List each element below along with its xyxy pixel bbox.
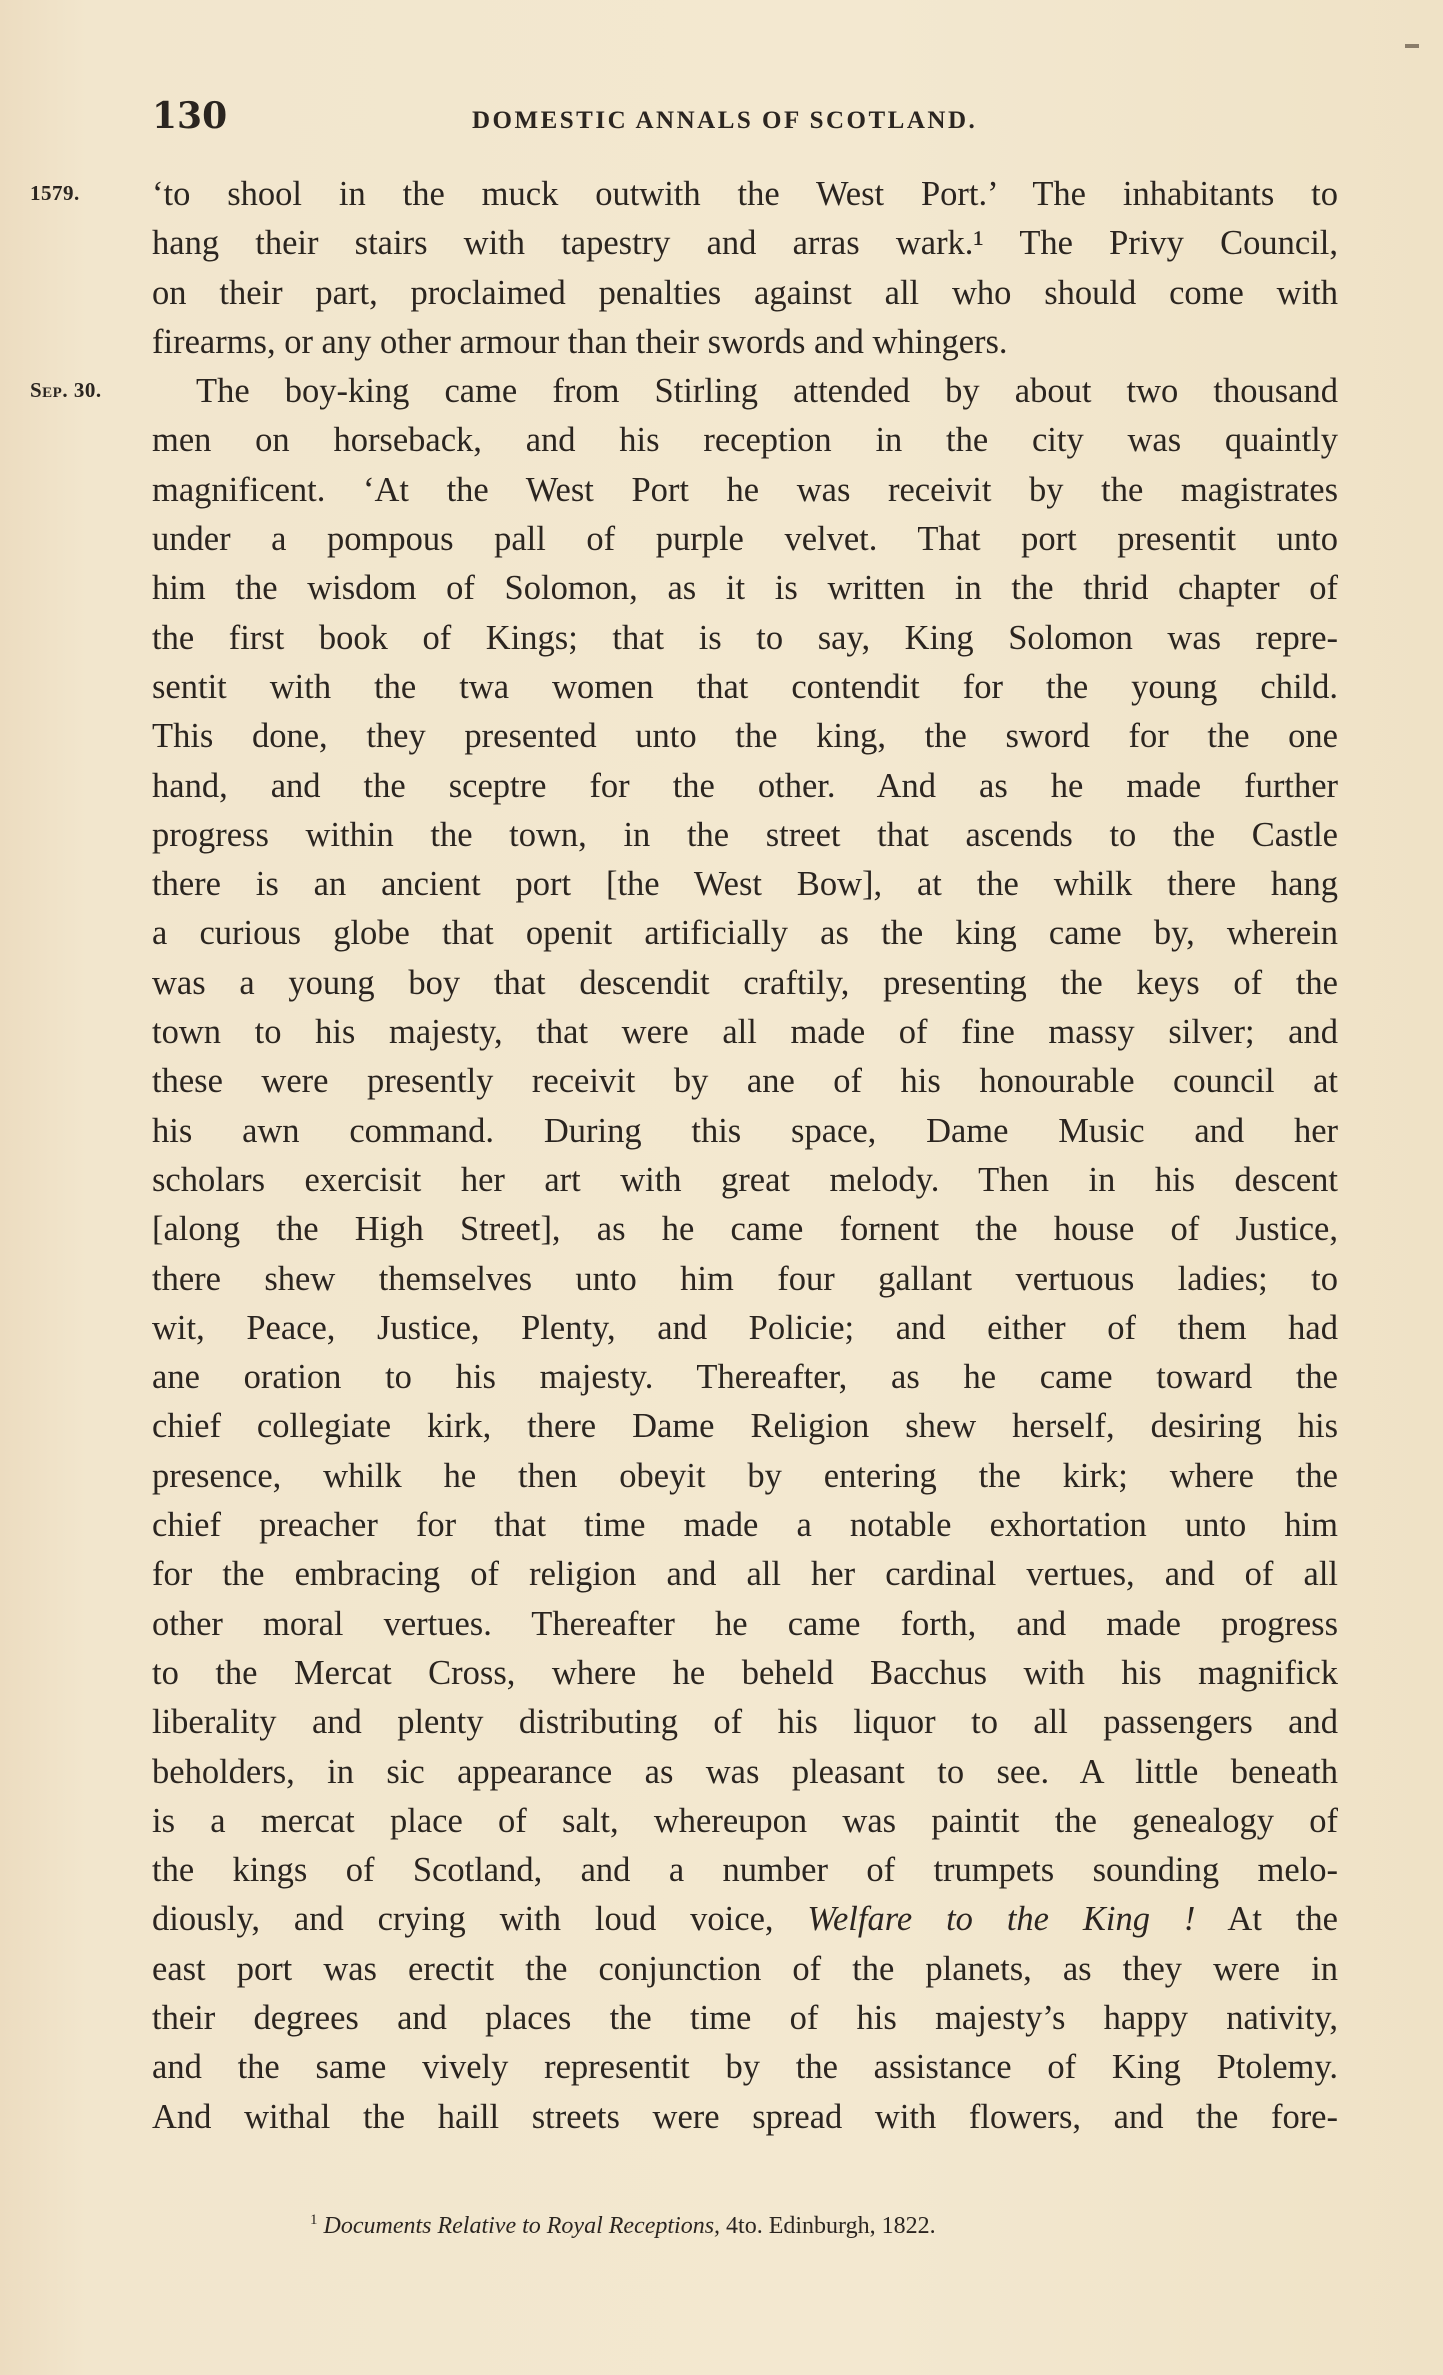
text-line: liberality and plenty distributing of his liquor to all passengers and [152, 1703, 1338, 1742]
text-line: And withal the haill streets were spread with flowers, and the fore- [152, 2097, 1338, 2136]
text-line: chief preacher for that time made a notable exhortation unto him [152, 1506, 1338, 1545]
italic-phrase: Welfare to the King ! [807, 1900, 1196, 1939]
scan-mark [1405, 44, 1419, 48]
footnote-rest: 4to. Edinburgh, 1822. [720, 2213, 936, 2239]
footnote-mark: 1 [310, 2212, 318, 2228]
text-line: these were presently receivit by ane of his honourable council at [152, 1062, 1338, 1101]
text-line: town to his majesty, that were all made of fine massy silver; and [152, 1013, 1338, 1052]
margin-note-date: Sep. 30. [30, 378, 102, 402]
text-segment: At the [1195, 1900, 1338, 1939]
page-number: 130 [152, 95, 228, 137]
body-text [152, 170, 1338, 2142]
text-line: to the Mercat Cross, where he beheld Bacchus with his magnifick [152, 1653, 1338, 1692]
text-line: his awn command. During this space, Dame Music and her [152, 1111, 1338, 1150]
text-line: their degrees and places the time of his majesty’s happy nativity, [152, 1998, 1338, 2037]
text-line: The boy-king came from Stirling attended by about two thousand [196, 372, 1338, 411]
text-line: and the same vively representit by the assistance of King Ptolemy. [152, 2048, 1338, 2087]
footnote [310, 2212, 936, 2240]
text-line: is a mercat place of salt, whereupon was paintit the genealogy of [152, 1801, 1338, 1840]
text-line: magnificent. ‘At the West Port he was receivit by the magistrates [152, 470, 1338, 509]
text-line: wit, Peace, Justice, Plenty, and Policie; and either of them had [152, 1308, 1338, 1347]
text-line: under a pompous pall of purple velvet. That port presentit unto [152, 520, 1338, 559]
margin-note-year: 1579. [30, 181, 80, 205]
text-line: a curious globe that openit artificially as the king came by, wherein [152, 914, 1338, 953]
text-line: presence, whilk he then obeyit by entering the kirk; where the [152, 1456, 1338, 1495]
text-line: him the wisdom of Solomon, as it is written in the thrid chapter of [152, 569, 1338, 608]
text-line: the kings of Scotland, and a number of trumpets sounding melo- [152, 1851, 1338, 1890]
text-line: ‘to shool in the muck outwith the West Port.’ The inhabitants to [152, 175, 1338, 213]
text-line: was a young boy that descendit craftily, presenting the keys of the [152, 963, 1338, 1002]
text-line: men on horseback, and his reception in the city was quaintly [152, 421, 1338, 460]
text-line: hang their stairs with tapestry and arras wark.¹ The Privy Council, [152, 224, 1338, 263]
text-line: other moral vertues. Thereafter he came forth, and made progress [152, 1604, 1338, 1643]
text-line: the first book of Kings; that is to say, King Solomon was repre- [152, 618, 1338, 657]
text-line: on their part, proclaimed penalties against all who should come with [152, 273, 1338, 312]
text-line: there shew themselves unto him four gallant vertuous ladies; to [152, 1259, 1338, 1298]
running-head: DOMESTIC ANNALS OF SCOTLAND. [472, 107, 978, 134]
text-line: [along the High Street], as he came fornent the house of Justice, [152, 1210, 1338, 1249]
text-line: beholders, in sic appearance as was pleasant to see. A little beneath [152, 1752, 1338, 1791]
text-line-italic [152, 1895, 1338, 1944]
text-line: This done, they presented unto the king, the sword for the one [152, 717, 1338, 756]
text-line: ane oration to his majesty. Thereafter, as he came toward the [152, 1358, 1338, 1397]
text-line: hand, and the sceptre for the other. And as he made further [152, 766, 1338, 805]
text-line: there is an ancient port [the West Bow], at the whilk there hang [152, 865, 1338, 904]
text-line: chief collegiate kirk, there Dame Religion shew herself, desiring his [152, 1407, 1338, 1446]
text-segment: diously, and crying with loud voice, [152, 1900, 808, 1939]
page-header [152, 95, 1342, 145]
text-line: scholars exercisit her art with great melody. Then in his descent [152, 1160, 1338, 1199]
text-line: sentit with the twa women that contendit for the young child. [152, 667, 1338, 706]
text-line: firearms, or any other armour than their swords and whingers. [152, 322, 1008, 361]
text-line: for the embracing of religion and all her cardinal vertues, and of all [152, 1555, 1338, 1594]
text-line: east port was erectit the conjunction of the planets, as they were in [152, 1949, 1338, 1988]
footnote-title: Documents Relative to Royal Receptions, [323, 2213, 721, 2239]
text-line: progress within the town, in the street that ascends to the Castle [152, 815, 1338, 854]
